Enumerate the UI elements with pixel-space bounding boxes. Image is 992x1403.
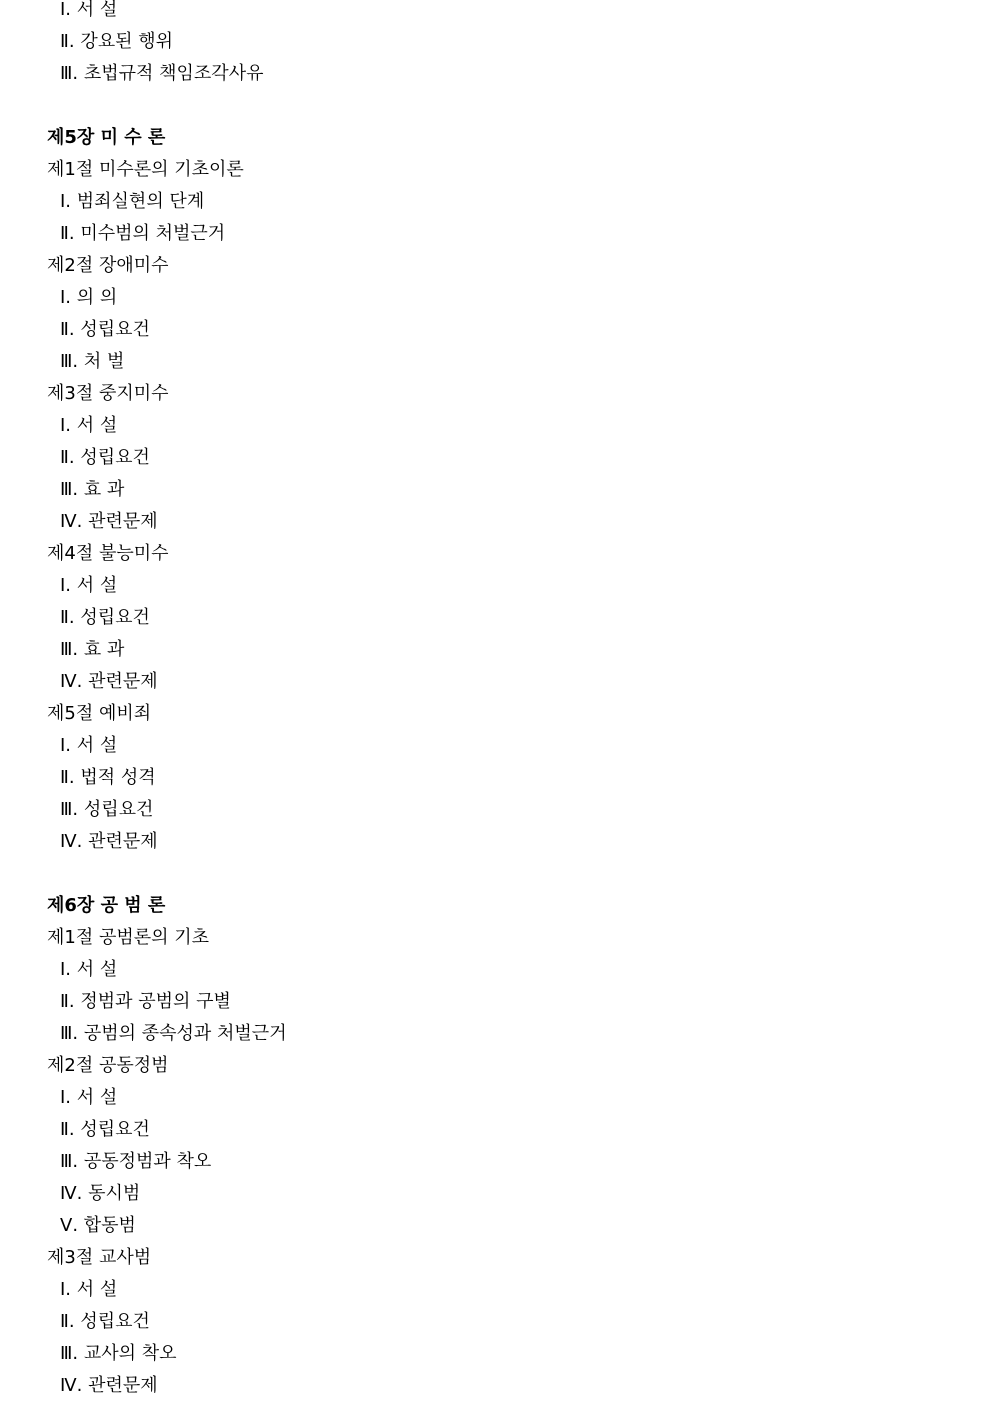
- item-number: Ⅱ.: [60, 767, 75, 788]
- item-text: 효 과: [83, 639, 125, 660]
- item-number: Ⅰ.: [60, 1087, 72, 1108]
- item-text: 정범과 공범의 구별: [80, 991, 231, 1012]
- toc-item: [47, 1210, 947, 1242]
- item-number: Ⅱ.: [60, 447, 75, 468]
- item-number: Ⅰ.: [60, 287, 72, 308]
- item-text: 성립요건: [83, 799, 154, 820]
- item-number: Ⅲ.: [60, 639, 79, 660]
- toc-item: [47, 346, 947, 378]
- section-title: 제2절 공동정범: [47, 1055, 169, 1076]
- item-number: Ⅲ.: [60, 351, 79, 372]
- toc-item: [47, 762, 947, 794]
- toc-item: [47, 186, 947, 218]
- toc-item: [47, 314, 947, 346]
- item-text: 의 의: [76, 287, 118, 308]
- toc-item: [47, 410, 947, 442]
- item-number: Ⅲ.: [60, 63, 79, 84]
- item-text: 공범의 종속성과 처벌근거: [83, 1023, 287, 1044]
- toc-item: [47, 794, 947, 826]
- item-number: Ⅴ.: [60, 1215, 79, 1236]
- item-number: Ⅰ.: [60, 415, 72, 436]
- item-number: Ⅰ.: [60, 959, 72, 980]
- item-text: 관련문제: [88, 671, 158, 692]
- item-number: Ⅰ.: [60, 191, 72, 212]
- item-text: 처 벌: [83, 351, 125, 372]
- item-number: Ⅲ.: [60, 799, 79, 820]
- item-number: Ⅰ.: [60, 1279, 72, 1300]
- item-text: 성립요건: [80, 1119, 150, 1140]
- section-title: 제2절 장애미수: [47, 255, 169, 276]
- section-title: 제3절 교사범: [47, 1247, 152, 1268]
- toc-item: [47, 954, 947, 986]
- toc-item: [47, 666, 947, 698]
- toc-item: [47, 634, 947, 666]
- item-text: 서 설: [76, 1087, 118, 1108]
- item-number: Ⅱ.: [60, 319, 75, 340]
- toc-item: [47, 1146, 947, 1178]
- item-text: 성립요건: [80, 319, 150, 340]
- item-number: Ⅱ.: [60, 1311, 75, 1332]
- toc-item: [47, 0, 947, 26]
- item-text: 합동범: [83, 1215, 136, 1236]
- item-text: 미수범의 처벌근거: [80, 223, 226, 244]
- chapter-title: 제5장 미 수 론: [47, 127, 166, 148]
- item-text: 서 설: [76, 959, 118, 980]
- item-number: Ⅰ.: [60, 735, 72, 756]
- item-text: 관련문제: [88, 831, 158, 852]
- item-number: Ⅳ.: [60, 511, 83, 532]
- item-text: 초법규적 책임조각사유: [83, 63, 264, 84]
- item-text: 서 설: [76, 0, 118, 20]
- item-number: Ⅱ.: [60, 223, 75, 244]
- item-number: Ⅲ.: [60, 1023, 79, 1044]
- item-number: Ⅰ.: [60, 0, 72, 20]
- toc-item: [47, 1082, 947, 1114]
- section-title: 제1절 공범론의 기초: [47, 927, 209, 948]
- toc-item: [47, 602, 947, 634]
- item-number: Ⅱ.: [60, 991, 75, 1012]
- section-title: 제5절 예비죄: [47, 703, 152, 724]
- toc-item: [47, 442, 947, 474]
- toc-item: [47, 1114, 947, 1146]
- chapter-title: 제6장 공 범 론: [47, 895, 166, 916]
- toc-item: [47, 1178, 947, 1210]
- item-text: 강요된 행위: [80, 31, 173, 52]
- item-number: Ⅱ.: [60, 1119, 75, 1140]
- toc-item: [47, 570, 947, 602]
- item-text: 관련문제: [88, 511, 158, 532]
- toc-item: [47, 474, 947, 506]
- item-number: Ⅲ.: [60, 1343, 79, 1364]
- item-text: 공동정범과 착오: [83, 1151, 212, 1172]
- toc-item: [47, 1338, 947, 1370]
- toc-item: [47, 1306, 947, 1338]
- item-number: Ⅲ.: [60, 479, 79, 500]
- item-number: Ⅳ.: [60, 831, 83, 852]
- toc-item: [47, 1274, 947, 1306]
- item-number: Ⅱ.: [60, 31, 75, 52]
- toc-item: [47, 1018, 947, 1050]
- toc-item: [47, 986, 947, 1018]
- item-number: Ⅰ.: [60, 575, 72, 596]
- item-text: 교사의 착오: [83, 1343, 177, 1364]
- toc-item: [47, 506, 947, 538]
- table-of-contents: [47, 0, 947, 1402]
- item-number: Ⅲ.: [60, 1151, 79, 1172]
- toc-item: [47, 218, 947, 250]
- section-title: 제1절 미수론의 기초이론: [47, 159, 244, 180]
- item-text: 법적 성격: [80, 767, 156, 788]
- item-text: 성립요건: [80, 1311, 150, 1332]
- item-number: Ⅳ.: [60, 1183, 83, 1204]
- toc-item: [47, 58, 947, 90]
- item-text: 서 설: [76, 1279, 118, 1300]
- item-number: Ⅱ.: [60, 607, 75, 628]
- section-title: 제4절 불능미수: [47, 543, 169, 564]
- toc-item: [47, 282, 947, 314]
- item-number: Ⅳ.: [60, 1375, 83, 1396]
- item-text: 서 설: [76, 735, 118, 756]
- item-text: 범죄실현의 단계: [76, 191, 205, 212]
- item-text: 동시범: [88, 1183, 141, 1204]
- item-text: 성립요건: [80, 607, 150, 628]
- item-text: 서 설: [76, 575, 118, 596]
- item-number: Ⅳ.: [60, 671, 83, 692]
- item-text: 서 설: [76, 415, 118, 436]
- item-text: 관련문제: [88, 1375, 158, 1396]
- spacer: [47, 858, 947, 890]
- toc-item: [47, 1370, 947, 1402]
- toc-item: [47, 730, 947, 762]
- spacer: [47, 90, 947, 122]
- toc-item: [47, 826, 947, 858]
- item-text: 효 과: [83, 479, 125, 500]
- section-title: 제3절 중지미수: [47, 383, 169, 404]
- toc-item: [47, 26, 947, 58]
- item-text: 성립요건: [80, 447, 150, 468]
